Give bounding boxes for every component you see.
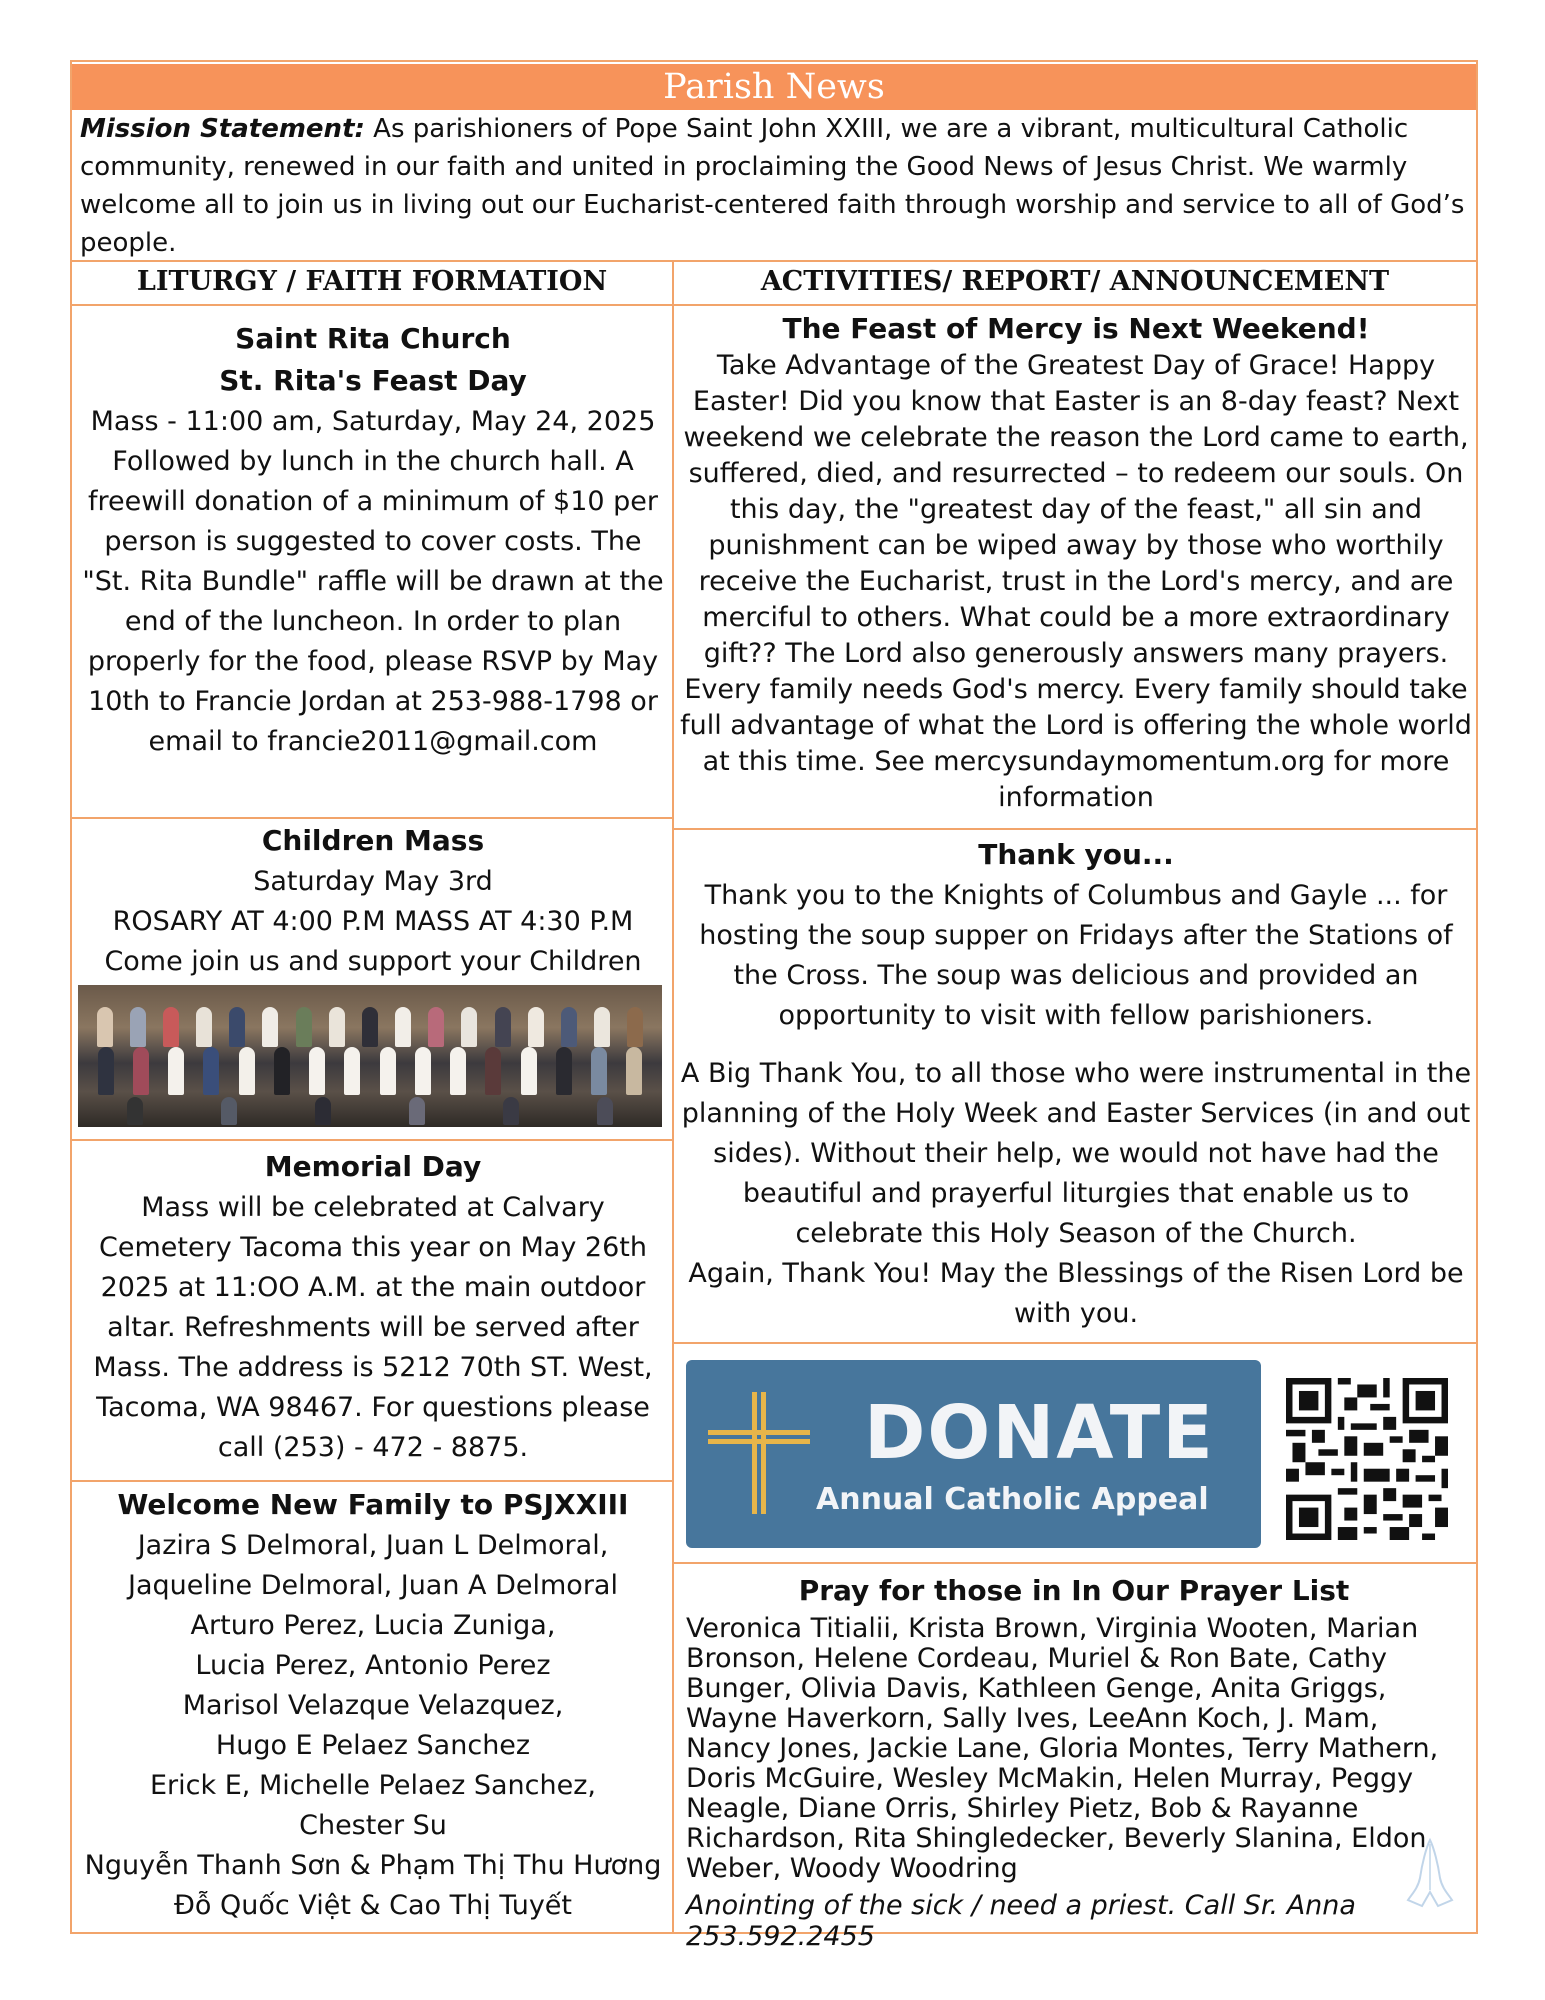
children-mass-date: Saturday May 3rd xyxy=(253,866,493,897)
donate-banner[interactable] xyxy=(686,1360,1261,1548)
divider xyxy=(674,1342,1478,1344)
thank-you-section xyxy=(680,834,1472,1334)
mission-statement xyxy=(80,110,1470,262)
memorial-day-body: Mass will be celebrated at Calvary Cemetery Tacoma this year on May 26th 2025 at 11:OO A.M. at the main outdoor altar. Refreshments will be served after Mass. The address is 5212 70th ST. West, Tacoma, WA 98467. For questions please call (253) - 472 - 8875. xyxy=(93,1192,653,1463)
st-rita-feast-title: St. Rita's Feast Day xyxy=(219,364,527,397)
donate-label: DONATE xyxy=(864,1390,1215,1476)
divider xyxy=(70,1139,672,1141)
children-mass-invite: Come join us and support your Children xyxy=(104,946,642,977)
welcome-line: Đỗ Quốc Việt & Cao Thị Tuyết xyxy=(174,1890,572,1921)
divider xyxy=(70,1480,672,1482)
mission-text: As parishioners of Pope Saint John XXIII, we are a vibrant, multicultural Catholic community, renewed in our faith and united in proclaiming the Good News of Jesus Christ. We warmly welcome all to join us in living out our Eucharist-centered faith through worship and service to all of God’s people. xyxy=(80,114,1465,258)
prayer-note: Anointing of the sick / need a priest. Call Sr. Anna 253.592.2455 xyxy=(686,1890,1356,1952)
thank-you-para-3: Again, Thank You! May the Blessings of the Risen Lord be with you. xyxy=(688,1258,1464,1329)
divider xyxy=(674,828,1478,830)
children-group-photo xyxy=(78,985,662,1127)
qr-code-icon[interactable] xyxy=(1286,1378,1448,1540)
memorial-day-title: Memorial Day xyxy=(264,1150,482,1183)
welcome-line: Jazira S Delmoral, Juan L Delmoral, xyxy=(137,1530,609,1561)
welcome-line: Nguyễn Thanh Sơn & Phạm Thị Thu Hương xyxy=(84,1850,662,1881)
welcome-line: Hugo E Pelaez Sanchez xyxy=(215,1730,531,1761)
welcome-line: Marisol Velazque Velazquez, xyxy=(182,1690,564,1721)
children-mass-title: Children Mass xyxy=(261,824,485,857)
cross-icon xyxy=(704,1388,814,1518)
praying-hands-icon xyxy=(1400,1834,1460,1910)
st-rita-title: Saint Rita Church xyxy=(235,322,511,355)
welcome-line: Lucia Perez, Antonio Perez xyxy=(195,1650,551,1681)
welcome-title: Welcome New Family to PSJXXIII xyxy=(117,1488,629,1521)
thank-you-para-2: A Big Thank You, to all those who were instrumental in the planning of the Holy Week and Easter Services (in and out sides). Without their help, we would not have had the beautiful and prayerful liturgies that enable us to celebrate this Holy Season of the Church. xyxy=(680,1058,1472,1249)
st-rita-section xyxy=(80,318,666,762)
st-rita-body: Mass - 11:00 am, Saturday, May 24, 2025 Followed by lunch in the church hall. A freewill donation of a minimum of $10 per person is suggested to cover costs. The "St. Rita Bundle" raffle will be drawn at the end of the luncheon. In order to plan properly for the food, please RSVP by May 10th to Francie Jordan at 253-988-1798 or email to francie2011@gmail.com xyxy=(82,406,664,757)
welcome-line: Erick E, Michelle Pelaez Sanchez, xyxy=(150,1770,596,1801)
welcome-section xyxy=(74,1484,672,1926)
mission-label: Mission Statement: xyxy=(80,114,365,144)
prayer-list-title: Pray for those in In Our Prayer List xyxy=(798,1574,1350,1607)
thank-you-para-1: Thank you to the Knights of Columbus and Gayle ... for hosting the soup supper on Fridays after the Stations of the Cross. The soup was delicious and provided an opportunity to visit with fellow parishioners. xyxy=(699,880,1453,1031)
page-banner: Parish News xyxy=(72,64,1476,110)
donate-sublabel: Annual Catholic Appeal xyxy=(816,1482,1209,1517)
thank-you-title: Thank you... xyxy=(978,838,1174,871)
feast-of-mercy-title: The Feast of Mercy is Next Weekend! xyxy=(782,312,1370,345)
divider xyxy=(70,817,672,819)
welcome-line: Arturo Perez, Lucia Zuniga, xyxy=(190,1610,556,1641)
children-mass-times: ROSARY AT 4:00 P.M MASS AT 4:30 P.M xyxy=(112,906,634,937)
feast-of-mercy-body: Take Advantage of the Greatest Day of Grace! Happy Easter! Did you know that Easter is an 8-day feast? Next weekend we celebrate the reason the Lord came to earth, suffered, died, and resurrected – to redeem our souls. On this day, the "greatest day of the feast," all sin and punishment can be wiped away by those who worthily receive the Eucharist, trust in the Lord's mercy, and are merciful to others. What could be a more extraordinary gift?? The Lord also generously answers many prayers. Every family needs God's mercy. Every family should take full advantage of what the Lord is offering the whole world at this time. See mercysundaymomentum.org for more information xyxy=(680,350,1472,813)
divider xyxy=(70,304,1478,306)
divider xyxy=(674,1562,1478,1564)
children-mass-section xyxy=(80,820,666,982)
column-heading-left: LITURGY / FAITH FORMATION xyxy=(136,266,608,297)
prayer-list: Veronica Titialii, Krista Brown, Virginia Wooten, Marian Bronson, Helene Cordeau, Muriel & Ron Bate, Cathy Bunger, Olivia Davis, Kathleen Genge, Anita Griggs, Wayne Haverkorn, Sally Ives, LeeAnn Koch, J. Mam, Nancy Jones, Jackie Lane, Gloria Montes, Terry Mathern, Doris McGuire, Wesley McMakin, Helen Murray, Peggy Neagle, Diane Orris, Shirley Pietz, Bob & Rayanne Richardson, Rita Shingledecker, Beverly Slanina, Eldon Weber, Woody Woodring xyxy=(686,1613,1439,1884)
column-divider xyxy=(672,260,674,1934)
welcome-line: Jaqueline Delmoral, Juan A Delmoral xyxy=(128,1570,618,1601)
welcome-line: Chester Su xyxy=(299,1810,447,1841)
memorial-day-section xyxy=(80,1146,666,1468)
column-heading-right: ACTIVITIES/ REPORT/ ANNOUNCEMENT xyxy=(760,266,1390,297)
feast-of-mercy-section xyxy=(680,310,1472,816)
